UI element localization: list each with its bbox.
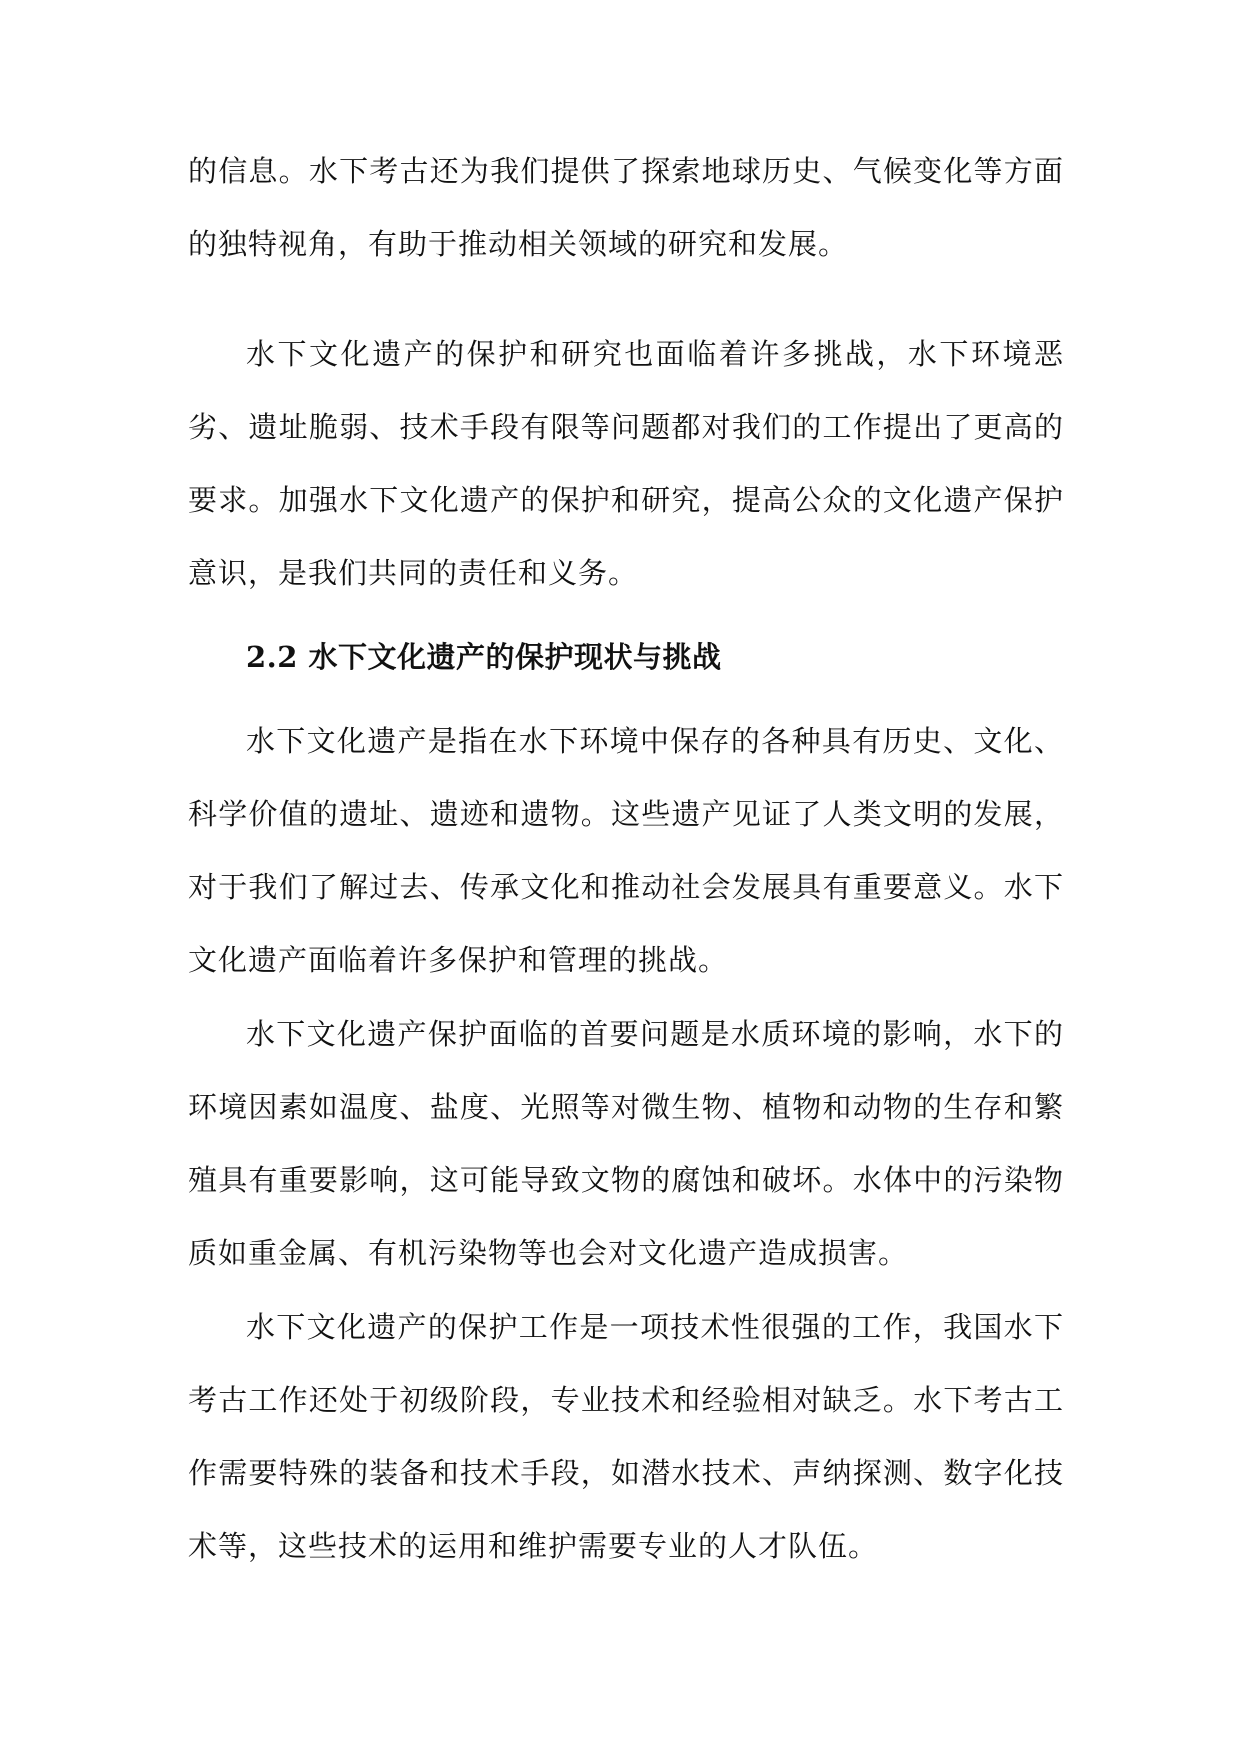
paragraph-water-environment: 水下文化遗产保护面临的首要问题是水质环境的影响，水下的环境因素如温度、盐度、光照等对微生物、植物和动物的生存和繁殖具有重要影响，这可能导致文物的腐蚀和破坏。水体中的污染物质如重金属、有机污染物等也会对文化遗产造成损害。 <box>188 1017 1064 1270</box>
paragraph-definition: 水下文化遗产是指在水下环境中保存的各种具有历史、文化、科学价值的遗址、遗迹和遗物。这些遗产见证了人类文明的发展，对于我们了解过去、传承文化和推动社会发展具有重要意义。水下文化遗产面临着许多保护和管理的挑战。 <box>188 724 1064 977</box>
section-heading: 2.2 水下文化遗产的保护现状与挑战 <box>246 640 722 674</box>
paragraph-technical-work: 水下文化遗产的保护工作是一项技术性很强的工作，我国水下考古工作还处于初级阶段，专业技术和经验相对缺乏。水下考古工作需要特殊的装备和技术手段，如潜水技术、声纳探测、数字化技术等，这些技术的运用和维护需要专业的人才队伍。 <box>188 1310 1064 1563</box>
paragraph-continuation: 的信息。水下考古还为我们提供了探索地球历史、气候变化等方面的独特视角，有助于推动相关领域的研究和发展。 <box>188 154 1064 261</box>
paragraph-challenges: 水下文化遗产的保护和研究也面临着许多挑战，水下环境恶劣、遗址脆弱、技术手段有限等问题都对我们的工作提出了更高的要求。加强水下文化遗产的保护和研究，提高公众的文化遗产保护意识，是我们共同的责任和义务。 <box>188 337 1064 590</box>
